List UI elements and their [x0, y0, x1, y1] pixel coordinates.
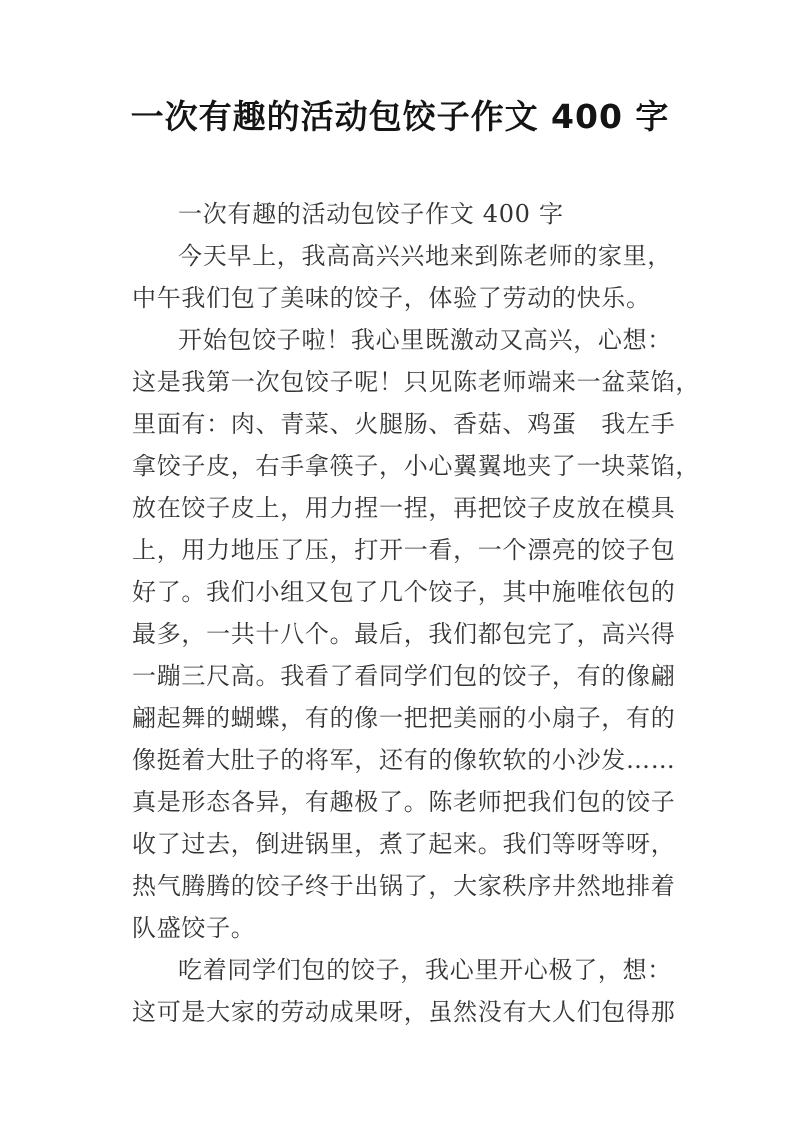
text-line: 真是形态各异，有趣极了。陈老师把我们包的饺子: [132, 788, 676, 816]
text-line: 吃着同学们包的饺子，我心里开心极了，想：: [178, 956, 672, 984]
text-line: 里面有：肉、青菜、火腿肠、香菇、鸡蛋 我左手: [132, 410, 676, 438]
text-line: 好了。我们小组又包了几个饺子，其中施唯依包的: [132, 578, 676, 606]
text-line: 队盛饺子。: [132, 914, 256, 942]
text-line: 拿饺子皮，右手拿筷子，小心翼翼地夹了一块菜馅，: [132, 452, 701, 480]
essay-title: 一次有趣的活动包饺子作文 400 字: [130, 97, 670, 136]
text-line: 最多，一共十八个。最后，我们都包完了，高兴得: [132, 620, 676, 648]
text-line: 翩起舞的蝴蝶，有的像一把把美丽的小扇子，有的: [132, 704, 676, 732]
text-line: 像挺着大肚子的将军，还有的像软软的小沙发……: [132, 746, 676, 774]
text-line: 开始包饺子啦！我心里既激动又高兴，心想：: [178, 326, 672, 354]
text-line: 上，用力地压了压，打开一看，一个漂亮的饺子包: [132, 536, 676, 564]
text-line: 一蹦三尺高。我看了看同学们包的饺子，有的像翩: [132, 662, 676, 690]
text-line: 收了过去，倒进锅里，煮了起来。我们等呀等呀，: [132, 830, 676, 858]
text-line: 今天早上，我高高兴兴地来到陈老师的家里，: [178, 242, 672, 270]
text-line: 这是我第一次包饺子呢！只见陈老师端来一盆菜馅，: [132, 368, 701, 396]
essay-body: [132, 193, 701, 1033]
text-line: 热气腾腾的饺子终于出锅了，大家秩序井然地排着: [132, 872, 676, 900]
text-line: 放在饺子皮上，用力捏一捏，再把饺子皮放在模具: [132, 494, 676, 522]
text-line: 中午我们包了美味的饺子，体验了劳动的快乐。: [132, 284, 651, 312]
text-line: 一次有趣的活动包饺子作文 400 字: [178, 200, 564, 228]
text-line: 这可是大家的劳动成果呀，虽然没有大人们包得那: [132, 998, 676, 1026]
